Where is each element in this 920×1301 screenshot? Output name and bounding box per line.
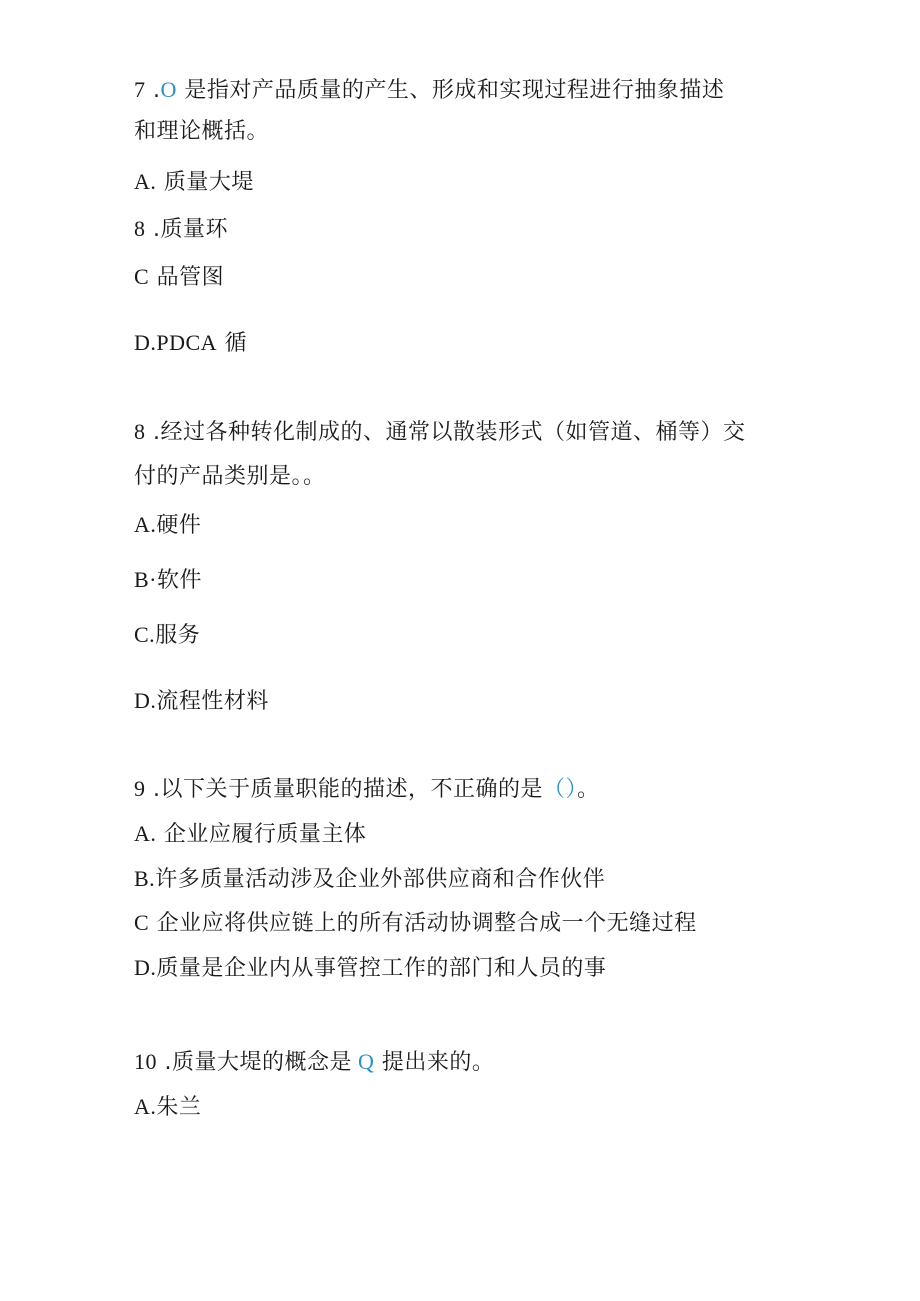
question-number: 10 (134, 1049, 157, 1074)
question-9-option-a (134, 820, 366, 849)
question-8-option-d (134, 687, 269, 716)
question-7-stem-cont (134, 118, 269, 146)
question-text: .质量大堤的概念是 (157, 1050, 352, 1075)
option-text: 流程性材料 (156, 689, 269, 714)
question-text: . (145, 78, 161, 103)
question-8-stem-cont (134, 463, 326, 491)
question-number: 9 (134, 776, 146, 801)
question-text: 。 (577, 777, 600, 802)
question-number: 8 (134, 419, 146, 444)
question-text: 是指对产品质量的产生、形成和实现过程进行抽象描述 (176, 78, 725, 103)
option-text: 硬件 (156, 513, 202, 538)
option-label: A. (134, 821, 157, 846)
option-text: 质量是企业内从事管控工作的部门和人员的事 (156, 956, 607, 981)
question-text: .以下关于质量职能的描述，不正确的是 (145, 777, 543, 802)
question-text: 提出来的。 (374, 1050, 495, 1075)
question-10-option-a (134, 1093, 201, 1122)
option-label: 8 (134, 216, 146, 241)
question-9-option-d (134, 954, 606, 983)
option-label: A. (134, 1094, 157, 1119)
question-8-option-a (134, 511, 201, 540)
option-text: 企业应将供应链上的所有活动协调整合成一个无缝过程 (149, 911, 697, 936)
question-number: 7 (134, 77, 146, 102)
answer-blank: （） (543, 776, 578, 801)
answer-blank: O (160, 77, 177, 102)
option-text: 服务 (155, 623, 201, 648)
question-7-option-a (134, 168, 254, 197)
option-text: .质量环 (145, 217, 228, 242)
option-label: C (134, 264, 150, 289)
question-7-stem (134, 76, 724, 105)
question-9-option-b (134, 865, 605, 894)
question-text: .经过各种转化制成的、通常以散装形式（如管道、桶等）交 (145, 420, 746, 445)
question-7-option-c (134, 263, 224, 292)
option-label: A. (134, 169, 157, 194)
option-text: 许多质量活动涉及企业外部供应商和合作伙伴 (155, 867, 606, 892)
option-text: 软件 (157, 568, 203, 593)
question-9-option-c (134, 909, 697, 938)
question-8-option-c (134, 621, 200, 650)
option-text: 质量大堤 (156, 170, 254, 195)
option-label: D. (134, 688, 157, 713)
answer-blank: Q (352, 1049, 375, 1074)
question-7-option-d (134, 329, 247, 358)
question-9-stem (134, 775, 600, 804)
option-label: C. (134, 622, 156, 647)
question-text: 付的产品类别是。。 (134, 464, 326, 489)
question-8-option-b (134, 566, 202, 595)
question-10-stem (134, 1048, 494, 1077)
option-text: 朱兰 (156, 1095, 202, 1120)
option-label: A. (134, 512, 157, 537)
option-label: D. (134, 955, 157, 980)
option-text: 企业应履行质量主体 (156, 822, 367, 847)
option-label: D.PDCA (134, 330, 218, 355)
question-8-stem (134, 418, 746, 447)
question-7-option-b (134, 215, 228, 244)
option-label: B· (134, 567, 157, 592)
option-label: B. (134, 866, 156, 891)
option-text: 循 (217, 331, 248, 356)
option-text: 品管图 (149, 265, 225, 290)
option-label: C (134, 910, 150, 935)
question-text: 和理论概括。 (134, 119, 270, 144)
